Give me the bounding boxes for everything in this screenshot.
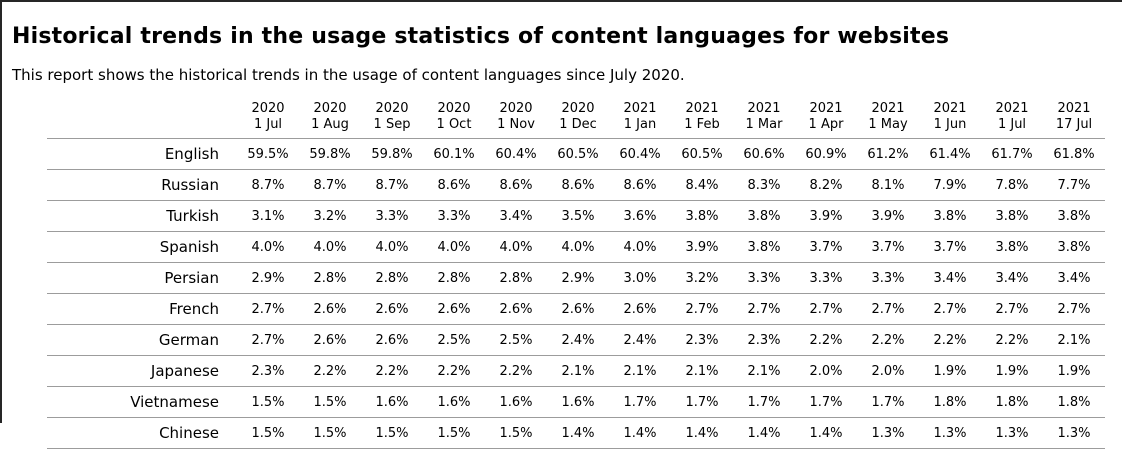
- value-cell: 3.8%: [1057, 239, 1091, 255]
- value-cell: 60.4%: [495, 146, 537, 162]
- value-cell: 4.0%: [499, 239, 533, 255]
- value-cell: 2.6%: [623, 301, 657, 317]
- value-cell: 2.2%: [809, 332, 843, 348]
- value-cell: 1.9%: [995, 363, 1029, 379]
- value-cell: 2.9%: [251, 270, 285, 286]
- value-cell: 1.3%: [871, 425, 905, 441]
- value-cell: 3.7%: [933, 239, 967, 255]
- value-cell: 1.5%: [437, 425, 471, 441]
- value-cell: 2.3%: [251, 363, 285, 379]
- empty-header-cell: [47, 99, 237, 139]
- value-cell: 1.5%: [251, 425, 285, 441]
- value-cell: 2.2%: [871, 332, 905, 348]
- value-cell: 4.0%: [313, 239, 347, 255]
- value-cell: 1.3%: [995, 425, 1029, 441]
- value-cell: 8.4%: [685, 177, 719, 193]
- language-label: Persian: [164, 269, 219, 287]
- value-cell: 8.7%: [251, 177, 285, 193]
- value-cell: 3.3%: [809, 270, 843, 286]
- value-cell: 2.1%: [685, 363, 719, 379]
- value-cell: 1.6%: [561, 394, 595, 410]
- value-cell: 4.0%: [623, 239, 657, 255]
- value-cell: 3.8%: [933, 208, 967, 224]
- value-cell: 1.4%: [561, 425, 595, 441]
- value-cell: 8.6%: [499, 177, 533, 193]
- language-label: English: [164, 145, 219, 163]
- value-cell: 3.4%: [995, 270, 1029, 286]
- value-cell: 2.8%: [437, 270, 471, 286]
- column-header: 2021 1 Jun: [933, 101, 967, 132]
- value-cell: 3.2%: [685, 270, 719, 286]
- value-cell: 2.5%: [499, 332, 533, 348]
- value-cell: 1.4%: [809, 425, 843, 441]
- column-header: 2021 1 Apr: [808, 101, 844, 132]
- value-cell: 2.7%: [1057, 301, 1091, 317]
- value-cell: 2.6%: [375, 332, 409, 348]
- value-cell: 2.0%: [871, 363, 905, 379]
- value-cell: 2.2%: [933, 332, 967, 348]
- value-cell: 1.6%: [437, 394, 471, 410]
- table-row: [47, 387, 1105, 418]
- value-cell: 3.6%: [623, 208, 657, 224]
- value-cell: 3.8%: [747, 208, 781, 224]
- value-cell: 2.7%: [251, 301, 285, 317]
- value-cell: 2.8%: [375, 270, 409, 286]
- value-cell: 3.7%: [871, 239, 905, 255]
- value-cell: 2.6%: [561, 301, 595, 317]
- value-cell: 2.2%: [313, 363, 347, 379]
- value-cell: 2.3%: [685, 332, 719, 348]
- value-cell: 4.0%: [437, 239, 471, 255]
- value-cell: 4.0%: [561, 239, 595, 255]
- value-cell: 2.2%: [375, 363, 409, 379]
- column-header: 2020 1 Nov: [497, 101, 535, 132]
- value-cell: 8.7%: [313, 177, 347, 193]
- value-cell: 1.6%: [375, 394, 409, 410]
- table-row: [47, 232, 1105, 263]
- language-label: French: [169, 300, 219, 318]
- value-cell: 2.7%: [933, 301, 967, 317]
- value-cell: 8.6%: [561, 177, 595, 193]
- value-cell: 59.8%: [371, 146, 413, 162]
- value-cell: 2.2%: [499, 363, 533, 379]
- value-cell: 1.8%: [1057, 394, 1091, 410]
- value-cell: 2.4%: [623, 332, 657, 348]
- value-cell: 59.5%: [247, 146, 289, 162]
- value-cell: 60.6%: [743, 146, 785, 162]
- table-row: [47, 325, 1105, 356]
- value-cell: 3.0%: [623, 270, 657, 286]
- value-cell: 8.6%: [437, 177, 471, 193]
- value-cell: 2.1%: [747, 363, 781, 379]
- value-cell: 61.7%: [991, 146, 1033, 162]
- value-cell: 2.9%: [561, 270, 595, 286]
- value-cell: 2.7%: [747, 301, 781, 317]
- value-cell: 2.5%: [437, 332, 471, 348]
- language-label: Russian: [161, 176, 219, 194]
- value-cell: 3.4%: [1057, 270, 1091, 286]
- value-cell: 1.7%: [623, 394, 657, 410]
- value-cell: 7.9%: [933, 177, 967, 193]
- value-cell: 61.8%: [1053, 146, 1095, 162]
- value-cell: 3.4%: [499, 208, 533, 224]
- value-cell: 8.3%: [747, 177, 781, 193]
- value-cell: 2.1%: [1057, 332, 1091, 348]
- value-cell: 4.0%: [375, 239, 409, 255]
- table-row: [47, 201, 1105, 232]
- value-cell: 60.9%: [805, 146, 847, 162]
- table-row: [47, 139, 1105, 170]
- value-cell: 1.7%: [747, 394, 781, 410]
- value-cell: 1.3%: [1057, 425, 1091, 441]
- value-cell: 8.2%: [809, 177, 843, 193]
- column-header: 2020 1 Dec: [559, 101, 597, 132]
- value-cell: 7.7%: [1057, 177, 1091, 193]
- value-cell: 3.8%: [685, 208, 719, 224]
- column-header: 2020 1 Jul: [251, 101, 285, 132]
- value-cell: 2.0%: [809, 363, 843, 379]
- column-header: 2020 1 Oct: [436, 101, 472, 132]
- table-row: [47, 263, 1105, 294]
- table-row: [47, 170, 1105, 201]
- value-cell: 7.8%: [995, 177, 1029, 193]
- value-cell: 3.3%: [437, 208, 471, 224]
- language-label: Turkish: [166, 207, 219, 225]
- value-cell: 1.8%: [933, 394, 967, 410]
- value-cell: 1.5%: [251, 394, 285, 410]
- value-cell: 2.6%: [437, 301, 471, 317]
- value-cell: 3.8%: [995, 208, 1029, 224]
- value-cell: 2.8%: [499, 270, 533, 286]
- value-cell: 3.9%: [809, 208, 843, 224]
- value-cell: 2.1%: [561, 363, 595, 379]
- value-cell: 1.5%: [375, 425, 409, 441]
- language-label: Chinese: [159, 424, 219, 442]
- value-cell: 61.2%: [867, 146, 909, 162]
- value-cell: 3.8%: [995, 239, 1029, 255]
- value-cell: 2.2%: [995, 332, 1029, 348]
- column-header: 2020 1 Aug: [311, 101, 349, 132]
- value-cell: 1.5%: [499, 425, 533, 441]
- value-cell: 2.1%: [623, 363, 657, 379]
- table-header: [47, 99, 1105, 139]
- language-label: Japanese: [150, 362, 219, 380]
- column-header: 2021 1 Jul: [995, 101, 1029, 132]
- value-cell: 1.4%: [623, 425, 657, 441]
- language-label: German: [158, 331, 219, 349]
- languages-table: [47, 99, 1105, 449]
- value-cell: 8.1%: [871, 177, 905, 193]
- value-cell: 1.9%: [933, 363, 967, 379]
- value-cell: 2.2%: [437, 363, 471, 379]
- value-cell: 4.0%: [251, 239, 285, 255]
- value-cell: 2.6%: [313, 332, 347, 348]
- value-cell: 3.9%: [685, 239, 719, 255]
- value-cell: 2.6%: [313, 301, 347, 317]
- value-cell: 2.6%: [499, 301, 533, 317]
- value-cell: 1.5%: [313, 394, 347, 410]
- value-cell: 3.3%: [747, 270, 781, 286]
- value-cell: 1.9%: [1057, 363, 1091, 379]
- column-header: 2021 17 Jul: [1055, 101, 1093, 132]
- column-header: 2021 1 Jan: [623, 101, 657, 132]
- value-cell: 2.8%: [313, 270, 347, 286]
- value-cell: 60.5%: [681, 146, 723, 162]
- value-cell: 59.8%: [309, 146, 351, 162]
- value-cell: 3.7%: [809, 239, 843, 255]
- language-label: Spanish: [159, 238, 219, 256]
- value-cell: 2.7%: [809, 301, 843, 317]
- value-cell: 3.4%: [933, 270, 967, 286]
- page-title: Historical trends in the usage statistics of content languages for websites: [12, 24, 950, 49]
- value-cell: 60.1%: [433, 146, 475, 162]
- value-cell: 1.3%: [933, 425, 967, 441]
- column-header: 2021 1 Mar: [745, 101, 783, 132]
- value-cell: 3.8%: [747, 239, 781, 255]
- table-row: [47, 356, 1105, 387]
- value-cell: 1.7%: [871, 394, 905, 410]
- value-cell: 1.6%: [499, 394, 533, 410]
- value-cell: 2.7%: [995, 301, 1029, 317]
- column-header: 2020 1 Sep: [373, 101, 411, 132]
- table-body: [47, 139, 1105, 449]
- value-cell: 3.9%: [871, 208, 905, 224]
- value-cell: 3.8%: [1057, 208, 1091, 224]
- language-label: Vietnamese: [130, 393, 219, 411]
- value-cell: 60.4%: [619, 146, 661, 162]
- value-cell: 2.6%: [375, 301, 409, 317]
- table-row: [47, 418, 1105, 449]
- value-cell: 3.3%: [871, 270, 905, 286]
- value-cell: 2.3%: [747, 332, 781, 348]
- value-cell: 2.7%: [871, 301, 905, 317]
- value-cell: 61.4%: [929, 146, 971, 162]
- value-cell: 1.4%: [747, 425, 781, 441]
- value-cell: 2.7%: [251, 332, 285, 348]
- value-cell: 1.8%: [995, 394, 1029, 410]
- value-cell: 3.5%: [561, 208, 595, 224]
- value-cell: 2.7%: [685, 301, 719, 317]
- value-cell: 3.3%: [375, 208, 409, 224]
- value-cell: 1.7%: [809, 394, 843, 410]
- value-cell: 60.5%: [557, 146, 599, 162]
- value-cell: 8.7%: [375, 177, 409, 193]
- value-cell: 1.7%: [685, 394, 719, 410]
- page-subtitle: This report shows the historical trends in the usage of content languages since July 2020.: [12, 66, 685, 84]
- column-header: 2021 1 Feb: [684, 101, 720, 132]
- value-cell: 1.4%: [685, 425, 719, 441]
- value-cell: 3.1%: [251, 208, 285, 224]
- value-cell: 1.5%: [313, 425, 347, 441]
- table-row: [47, 294, 1105, 325]
- value-cell: 8.6%: [623, 177, 657, 193]
- value-cell: 2.4%: [561, 332, 595, 348]
- column-header: 2021 1 May: [868, 101, 908, 132]
- value-cell: 3.2%: [313, 208, 347, 224]
- table-header-row: [47, 99, 1105, 139]
